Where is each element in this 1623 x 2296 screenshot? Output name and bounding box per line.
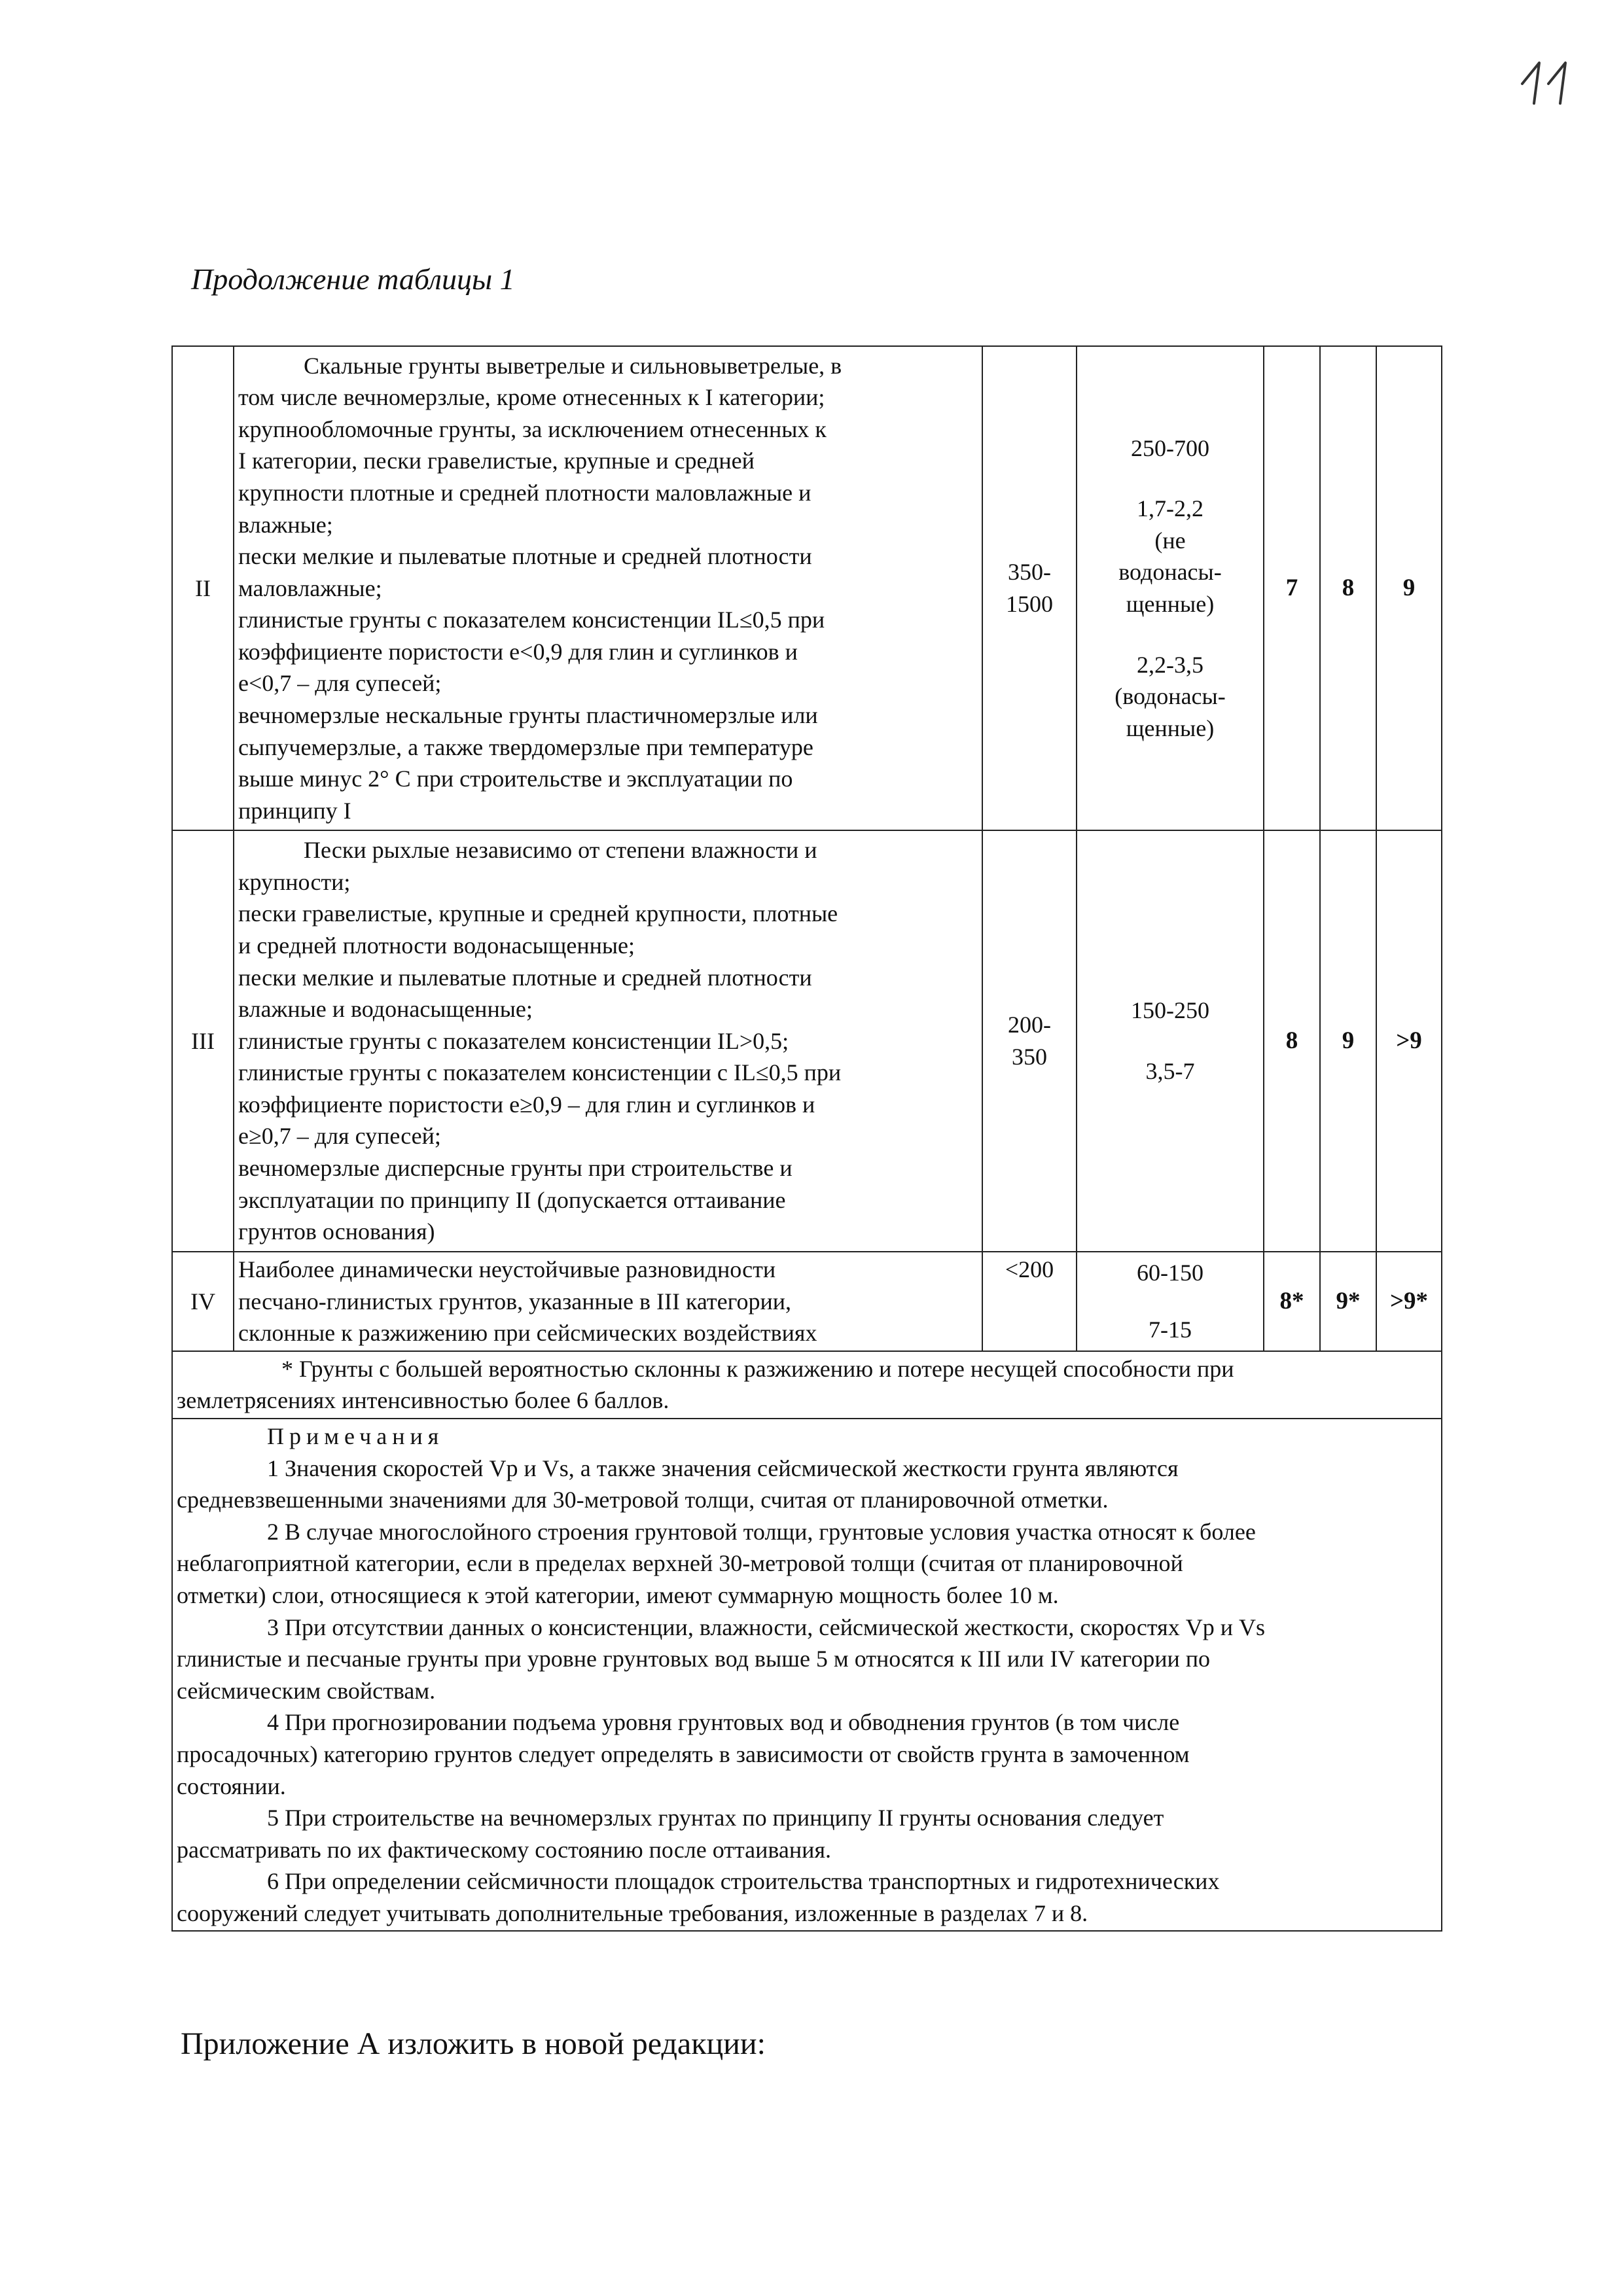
description-line: влажные и водонасыщенные; [238, 996, 533, 1023]
velocity-ratio-cell [1077, 830, 1264, 1252]
note-line: 4 При прогнозировании подъема уровня грунтовых вод и обводнения грунтов (в том числе [267, 1709, 1180, 1736]
description-line: Пески рыхлые независимо от степени влажности и [304, 837, 817, 864]
description-line: влажные; [238, 511, 333, 538]
note-line: 1 Значения скоростей Vp и Vs, а также значения сейсмической жесткости грунта являются [267, 1455, 1179, 1481]
note-line: состоянии. [177, 1773, 286, 1799]
value-line: водонасы- [1118, 559, 1222, 586]
handwritten-page-number [1517, 58, 1576, 107]
shear-velocity-cell: <200 [982, 1252, 1077, 1351]
description-line: коэффициенте пористости e≥0,9 – для глин и суглинков и [238, 1091, 815, 1118]
shear-velocity-cell [982, 346, 1077, 830]
note-line: 2 В случае многослойного строения грунтовой толщи, грунтовые условия участка относят к более [267, 1518, 1256, 1545]
description-cell [234, 1252, 982, 1351]
note-line: 5 При строительстве на вечномерзлых грунтах по принципу II грунты основания следует [267, 1805, 1164, 1831]
description-line: принципу I [238, 797, 351, 824]
description-cell [234, 830, 982, 1252]
value-line: 200- [1008, 1012, 1051, 1038]
soil-category-table [171, 345, 1442, 1932]
footnote-line: землетрясениях интенсивностью более 6 баллов. [177, 1387, 669, 1414]
intensity-cell: 8* [1264, 1252, 1320, 1351]
spacer [1081, 464, 1259, 493]
notes-row [172, 1419, 1442, 1932]
value-line: 350- [1008, 559, 1051, 586]
description-line: вечномерзлые дисперсные грунты при строительстве и [238, 1155, 793, 1182]
value-line: 1,7-2,2 [1137, 495, 1204, 522]
intensity-cell: >9* [1376, 1252, 1442, 1351]
value-line: щенные) [1126, 715, 1215, 741]
description-line: e≥0,7 – для супесей; [238, 1123, 441, 1150]
continuation-title: Продолжение таблицы 1 [191, 262, 515, 296]
description-line: глинистые грунты с показателем консистенции IL≤0,5 при [238, 607, 825, 633]
note-paragraph [177, 1516, 1437, 1612]
velocity-ratio-cell [1077, 1252, 1264, 1351]
value-line: 60-150 [1137, 1260, 1204, 1286]
description-line: том числе вечномерзлые, кроме отнесенных к I категории; [238, 384, 825, 411]
intensity-cell: 7 [1264, 346, 1320, 830]
table-row [172, 1252, 1442, 1351]
intensity-cell: >9 [1376, 830, 1442, 1252]
description-line: песчано-глинистых грунтов, указанные в III категории, [238, 1288, 792, 1315]
description-line: глинистые грунты с показателем консистенции IL>0,5; [238, 1027, 789, 1054]
description-line: эксплуатации по принципу II (допускается оттаивание [238, 1186, 786, 1213]
footnote-line: * Грунты с большей вероятностью склонны к разжижению и потере несущей способности при [281, 1355, 1234, 1382]
description-line: сыпучемерзлые, а также твердомерзлые при температуре [238, 733, 813, 760]
description-line: пески гравелистые, крупные и средней крупности, плотные [238, 900, 838, 927]
note-line: глинистые и песчаные грунты при уровне грунтовых вод выше 5 м относятся к III или IV категории по [177, 1646, 1211, 1672]
notes-title: Примечания [267, 1422, 444, 1449]
footnote-cell [172, 1351, 1442, 1419]
description-line: крупнообломочные грунты, за исключением отнесенных к [238, 415, 827, 442]
description-line: пески мелкие и пылеватые плотные и средней плотности [238, 964, 812, 991]
intensity-cell: 9 [1320, 830, 1376, 1252]
note-paragraph [177, 1453, 1437, 1516]
note-line: 6 При определении сейсмичности площадок строительства транспортных и гидротехнических [267, 1868, 1220, 1895]
shear-velocity-cell [982, 830, 1077, 1252]
description-cell [234, 346, 982, 830]
spacer [1081, 1027, 1259, 1055]
velocity-ratio-cell [1077, 346, 1264, 830]
value-line: (не [1154, 527, 1186, 554]
description-line: маловлажные; [238, 574, 382, 601]
description-line: коэффициенте пористости e<0,9 для глин и суглинков и [238, 638, 798, 665]
category-cell: II [172, 346, 234, 830]
table-row [172, 830, 1442, 1252]
note-line: отметки) слои, относящиеся к этой категории, имеют суммарную мощность более 10 м. [177, 1581, 1059, 1608]
description-line: и средней плотности водонасыщенные; [238, 932, 635, 959]
note-line: сооружений следует учитывать дополнительные требования, изложенные в разделах 7 и 8. [177, 1899, 1088, 1926]
description-line: вечномерзлые нескальные грунты пластичномерзлые или [238, 702, 818, 729]
intensity-cell: 9 [1376, 346, 1442, 830]
value-line: 7-15 [1149, 1316, 1192, 1343]
value-line: (водонасы- [1115, 683, 1226, 710]
note-line: неблагоприятной категории, если в пределах верхней 30-метровой толщи (считая от планировочной [177, 1550, 1183, 1577]
description-line: грунтов основания) [238, 1218, 435, 1245]
description-line: пески мелкие и пылеватые плотные и средней плотности [238, 543, 812, 570]
category-cell: III [172, 830, 234, 1252]
description-line: крупности; [238, 868, 351, 895]
value-line: щенные) [1126, 591, 1215, 617]
appendix-instruction: Приложение А изложить в новой редакции: [181, 2026, 766, 2061]
spacer [1081, 1289, 1259, 1314]
note-line: средневзвешенными значениями для 30-метровой толщи, считая от планировочной отметки. [177, 1487, 1109, 1513]
note-paragraph [177, 1865, 1437, 1929]
intensity-cell: 9* [1320, 1252, 1376, 1351]
description-line: e<0,7 – для супесей; [238, 670, 442, 697]
value-line: 250-700 [1131, 434, 1209, 461]
footnote-row [172, 1351, 1442, 1419]
note-line: 3 При отсутствии данных о консистенции, влажности, сейсмической жесткости, скоростях Vp и Vs [267, 1614, 1265, 1640]
value-line: 2,2-3,5 [1137, 651, 1204, 678]
description-line: глинистые грунты с показателем консистенции с IL≤0,5 при [238, 1059, 842, 1086]
value-line: 1500 [1006, 591, 1053, 617]
description-line: Скальные грунты выветрелые и сильновыветрелые, в [304, 352, 842, 379]
note-line: просадочных) категорию грунтов следует определять в зависимости от свойств грунта в замоченном [177, 1740, 1190, 1767]
description-line: склонные к разжижению при сейсмических воздействиях [238, 1320, 817, 1347]
note-paragraph [177, 1612, 1437, 1707]
value-line: 3,5-7 [1145, 1058, 1195, 1084]
table-row [172, 346, 1442, 830]
note-line: рассматривать по их фактическому состоянию после оттаивания. [177, 1836, 832, 1863]
notes-cell [172, 1419, 1442, 1932]
description-line: Наиболее динамически неустойчивые разновидности [238, 1256, 776, 1282]
value-line: 350 [1012, 1044, 1047, 1070]
note-paragraph [177, 1706, 1437, 1802]
intensity-cell: 8 [1264, 830, 1320, 1252]
intensity-cell: 8 [1320, 346, 1376, 830]
description-line: выше минус 2° С при строительстве и эксплуатации по [238, 766, 793, 792]
note-line: сейсмическим свойствам. [177, 1677, 436, 1704]
category-cell: IV [172, 1252, 234, 1351]
description-line: крупности плотные и средней плотности маловлажные и [238, 479, 812, 506]
description-line: I категории, пески гравелистые, крупные и средней [238, 448, 755, 474]
value-line: 150-250 [1131, 997, 1209, 1024]
spacer [1081, 620, 1259, 649]
note-paragraph [177, 1802, 1437, 1865]
